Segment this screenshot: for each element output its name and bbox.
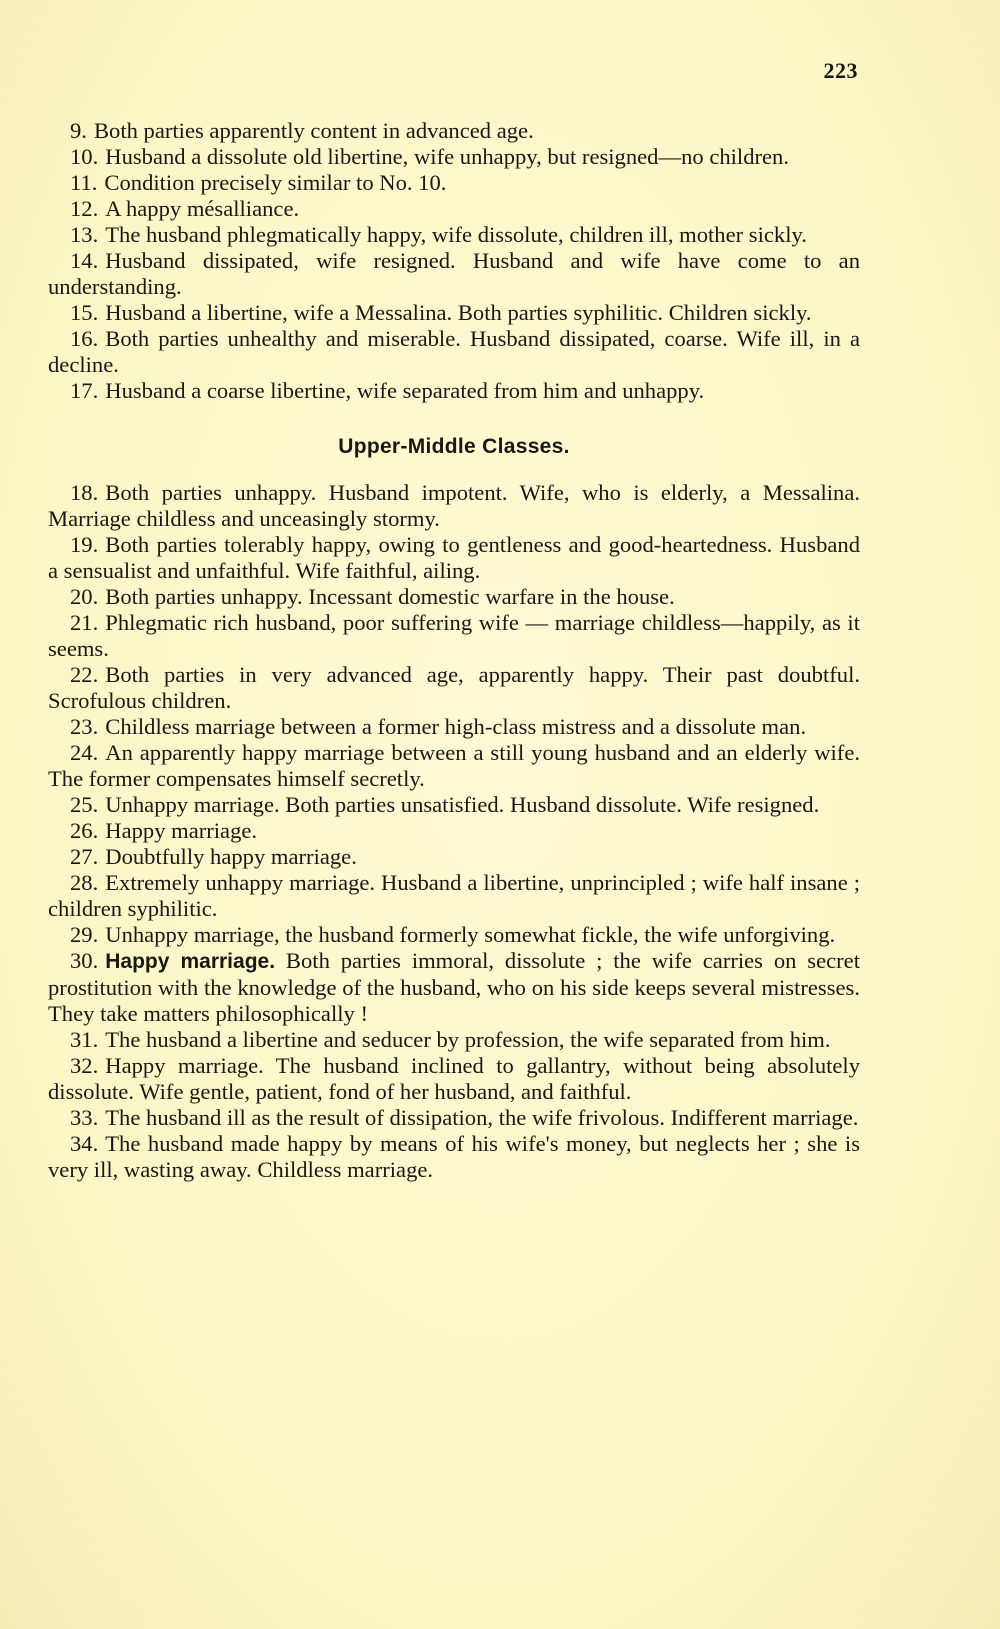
case-entry — [48, 870, 860, 922]
case-number: 30. — [70, 948, 99, 973]
case-text: Unhappy marriage. Both parties unsatisfied. Husband dissolute. Wife resigned. — [105, 792, 820, 817]
case-number: 17. — [70, 378, 99, 403]
case-number: 22. — [70, 662, 99, 687]
case-text: Both parties immoral, dissolute ; the wife carries on secret prostitution with the knowledge of the husband, who on his side keeps several mistresses. They take matters philosophically ! — [48, 948, 860, 1026]
case-text: Condition precisely similar to No. 10. — [104, 170, 447, 195]
case-number: 33. — [70, 1105, 99, 1130]
case-entry — [48, 326, 860, 378]
case-number: 28. — [70, 870, 99, 895]
case-entry — [48, 300, 860, 326]
case-entry — [48, 144, 860, 170]
case-text: Both parties apparently content in advanced age. — [93, 118, 534, 143]
case-text: The husband phlegmatically happy, wife dissolute, children ill, mother sickly. — [105, 222, 807, 247]
case-lead: Happy marriage. — [105, 950, 276, 973]
case-number: 16. — [70, 326, 99, 351]
case-entry — [48, 1105, 860, 1131]
case-entry — [48, 792, 860, 818]
case-text: The husband made happy by means of his wife's money, but neglects her ; she is very ill, wasting away. Childless marriage. — [48, 1131, 860, 1182]
case-entry — [48, 532, 860, 584]
case-entry — [48, 1131, 860, 1183]
case-text: Husband a coarse libertine, wife separated from him and unhappy. — [105, 378, 705, 403]
case-number: 12. — [70, 196, 99, 221]
case-text: Both parties unhealthy and miserable. Husband dissipated, coarse. Wife ill, in a decline. — [48, 326, 860, 377]
case-entry — [48, 170, 860, 196]
section-heading: Upper-Middle Classes. — [338, 435, 570, 458]
case-entry — [48, 1053, 860, 1105]
case-number: 34. — [70, 1131, 99, 1156]
case-entry — [48, 118, 860, 144]
case-entry — [48, 584, 860, 610]
case-text: Happy marriage. — [105, 818, 258, 843]
case-text: Unhappy marriage, the husband formerly somewhat fickle, the wife unforgiving. — [105, 922, 836, 947]
case-text: Both parties tolerably happy, owing to gentleness and good-heartedness. Husband a sensualist and unfaithful. Wife faithful, ailing. — [48, 532, 860, 583]
case-entry — [48, 844, 860, 870]
case-number: 14. — [70, 248, 99, 273]
case-number: 29. — [70, 922, 99, 947]
entry-list-upper-middle-classes — [48, 480, 860, 1183]
case-entry — [48, 610, 860, 662]
case-text: Both parties unhappy. Husband impotent. Wife, who is elderly, a Messalina. Marriage childless and unceasingly stormy. — [48, 480, 860, 531]
case-text: Husband a libertine, wife a Messalina. Both parties syphilitic. Children sickly. — [105, 300, 812, 325]
case-number: 23. — [70, 714, 99, 739]
case-entry — [48, 196, 860, 222]
case-entry — [48, 740, 860, 792]
case-entry — [48, 222, 860, 248]
case-number: 13. — [70, 222, 99, 247]
case-entry — [48, 480, 860, 532]
case-entry — [48, 378, 860, 404]
case-number: 10. — [70, 144, 99, 169]
case-entry — [48, 818, 860, 844]
case-number: 24. — [70, 740, 99, 765]
case-number: 27. — [70, 844, 99, 869]
case-text: Phlegmatic rich husband, poor suffering wife — marriage childless—happily, as it seems. — [48, 610, 860, 661]
case-entry — [48, 922, 860, 948]
case-text: Both parties unhappy. Incessant domestic warfare in the house. — [105, 584, 675, 609]
case-entry — [48, 948, 860, 1027]
case-entry — [48, 1027, 860, 1053]
page-body — [48, 118, 860, 1183]
case-text: An apparently happy marriage between a still young husband and an elderly wife. The former compensates himself secretly. — [48, 740, 860, 791]
case-text: The husband ill as the result of dissipation, the wife frivolous. Indifferent marriage. — [105, 1105, 859, 1130]
case-number: 19. — [70, 532, 99, 557]
case-text: The husband a libertine and seducer by profession, the wife separated from him. — [105, 1027, 831, 1052]
case-text: Husband dissipated, wife resigned. Husband and wife have come to an understanding. — [48, 248, 860, 299]
case-number: 20. — [70, 584, 99, 609]
case-number: 9. — [70, 118, 87, 143]
case-text: Husband a dissolute old libertine, wife unhappy, but resigned—no children. — [105, 144, 789, 169]
case-text: Doubtfully happy marriage. — [105, 844, 357, 869]
case-number: 11. — [70, 170, 98, 195]
case-text: Extremely unhappy marriage. Husband a libertine, unprincipled ; wife half insane ; children syphilitic. — [48, 870, 860, 921]
case-number: 25. — [70, 792, 99, 817]
case-number: 26. — [70, 818, 99, 843]
case-entry — [48, 248, 860, 300]
entry-list-lower-classes — [48, 118, 860, 404]
case-number: 32. — [70, 1053, 99, 1078]
case-text: A happy mésalliance. — [105, 196, 300, 221]
case-number: 15. — [70, 300, 99, 325]
case-text: Childless marriage between a former high-class mistress and a dissolute man. — [105, 714, 807, 739]
case-text: Happy marriage. The husband inclined to gallantry, without being absolutely dissolute. Wife gentle, patient, fond of her husband, and faithful. — [48, 1053, 860, 1104]
case-entry — [48, 662, 860, 714]
case-entry — [48, 714, 860, 740]
case-number: 21. — [70, 610, 99, 635]
case-text: Both parties in very advanced age, apparently happy. Their past doubtful. Scrofulous children. — [48, 662, 860, 713]
case-number: 18. — [70, 480, 99, 505]
page-number: 223 — [823, 58, 858, 83]
case-number: 31. — [70, 1027, 99, 1052]
